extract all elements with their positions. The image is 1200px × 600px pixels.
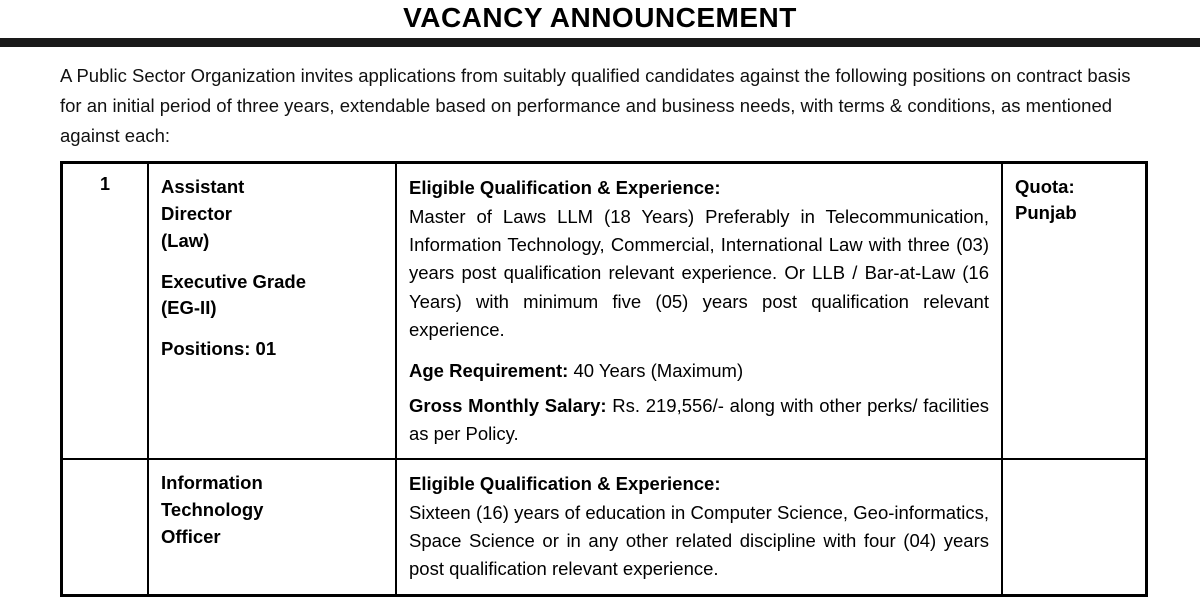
- row-details: [396, 163, 1002, 459]
- post-title-line-2: Technology: [161, 498, 264, 520]
- salary-value: Rs. 219,556/- along with other perks/ facilities as per Policy.: [409, 394, 989, 444]
- post-title-spacer: [161, 255, 383, 269]
- page-title: VACANCY ANNOUNCEMENT: [403, 2, 797, 33]
- vacancy-table-wrapper: [0, 161, 1200, 596]
- post-grade-line-2: (EG-II): [161, 297, 217, 319]
- age-label: Age Requirement:: [409, 359, 569, 381]
- quota-label: Quota:: [1015, 176, 1075, 198]
- post-title-line-2: Director: [161, 202, 232, 224]
- age-block: [409, 357, 989, 385]
- header-divider: [0, 38, 1200, 47]
- salary-block: [409, 392, 989, 448]
- qualification-heading: Eligible Qualification & Experience:: [409, 177, 721, 199]
- qualification-heading: Eligible Qualification & Experience:: [409, 473, 721, 495]
- post-title-line-3: Officer: [161, 525, 221, 547]
- post-positions: Positions: 01: [161, 338, 277, 360]
- post-grade-spacer: [161, 322, 383, 336]
- post-grade-line-1: Executive Grade: [161, 270, 306, 292]
- table-row: [62, 459, 1147, 595]
- table-row: [62, 163, 1147, 459]
- qualification-text: Sixteen (16) years of education in Computer Science, Geo-informatics, Space Science or in any other related discipline with four (04) years post qualification relevant experience.: [409, 502, 989, 580]
- row-quota: [1002, 163, 1147, 459]
- row-details: [396, 459, 1002, 595]
- details-spacer-1: [409, 344, 989, 357]
- post-title-line-3: (Law): [161, 229, 210, 251]
- quota-value: Punjab: [1015, 201, 1077, 223]
- post-title-line-1: Assistant: [161, 176, 245, 198]
- row-post-title: [148, 163, 396, 459]
- qualification-block: [409, 470, 989, 583]
- post-title-line-1: Information: [161, 472, 263, 494]
- row-post-title: [148, 459, 396, 595]
- qualification-block: [409, 174, 989, 344]
- age-value: 40 Years (Maximum): [573, 359, 744, 381]
- row-serial-number: [62, 459, 149, 595]
- qualification-text: Master of Laws LLM (18 Years) Preferably in Telecommunication, Information Technology, Commercial, International Law with three (03) years post qualification relevant experience. Or LLB / Bar-at-Law (16 Years) with minimum five (05) years post qualification relevant experience.: [409, 206, 989, 340]
- row-quota: [1002, 459, 1147, 595]
- salary-label: Gross Monthly Salary:: [409, 394, 607, 416]
- row-serial-number: 1: [62, 163, 149, 459]
- document-header: [0, 0, 1200, 38]
- vacancy-table: [60, 161, 1148, 596]
- intro-paragraph: A Public Sector Organization invites applications from suitably qualified candidates against the following positions on contract basis for an initial period of three years, extendable based on performance and business needs, with terms & conditions, as mentioned against each:: [60, 65, 1131, 147]
